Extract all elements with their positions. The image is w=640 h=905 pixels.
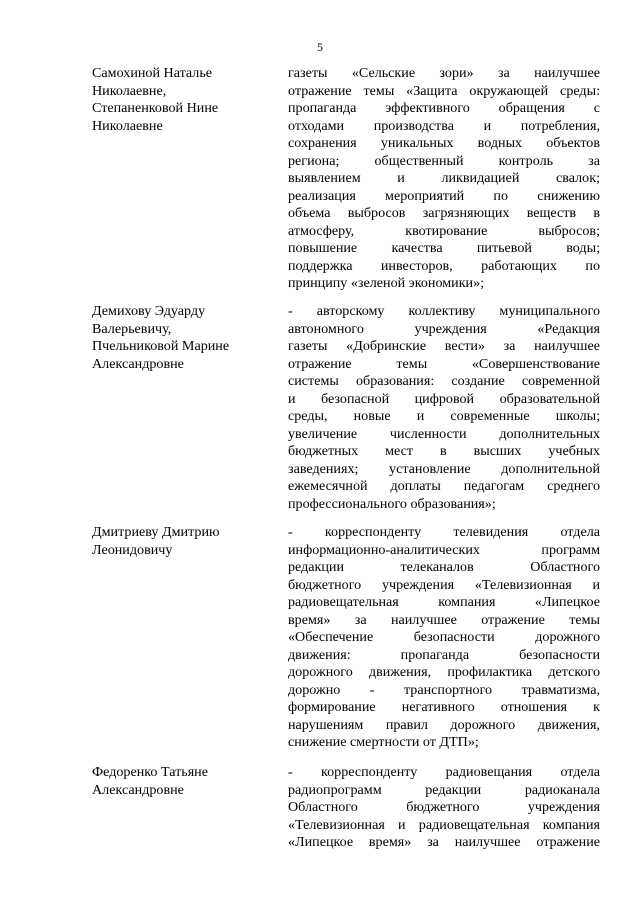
description-line: Областного бюджетного учреждения	[288, 799, 600, 815]
description-line: и безопасной цифровой образовательной	[288, 390, 600, 407]
description-line: увеличение численности дополнительных	[288, 425, 600, 442]
recipient-names	[92, 764, 262, 799]
description-line: системы образования: создание современной	[288, 373, 600, 389]
description-line: снижение смертности от ДТП»;	[288, 734, 479, 750]
recipient-name-line: Александровне	[92, 355, 184, 372]
description-line: нарушениям правил дорожного движения,	[288, 716, 600, 733]
description-line: формирование негативного отношения к	[288, 699, 600, 715]
description-line: заведениях; установление дополнительной	[288, 460, 600, 477]
recipient-name-line: Леонидовичу	[92, 541, 173, 558]
description-line: дорожного движения, профилактика детского	[288, 664, 600, 680]
description-line: объема выбросов загрязняющих веществ в	[288, 205, 600, 221]
description-line: реализация мероприятий по снижению	[288, 187, 600, 204]
page-number: 5	[317, 40, 323, 54]
recipient-names	[92, 303, 262, 373]
description-line: сохранения уникальных водных объектов	[288, 135, 600, 151]
description-line: бюджетных мест в высших учебных	[288, 443, 600, 459]
description-line: среды, новые и современные школы;	[288, 408, 600, 424]
award-description	[288, 764, 600, 852]
description-line: - корреспонденту радиовещания отдела	[288, 764, 600, 780]
description-line: отражение темы «Совершенствование	[288, 355, 600, 372]
award-description	[288, 524, 600, 752]
recipient-name-line: Федоренко Татьяне	[92, 764, 208, 780]
description-line: принципу «зеленой экономики»;	[288, 275, 485, 291]
description-line: пропаганда эффективного обращения с	[288, 100, 600, 116]
award-description	[288, 65, 600, 293]
recipient-name-line: Самохиной Наталье	[92, 65, 213, 81]
recipient-name-line: Степаненковой Нине	[92, 100, 219, 116]
description-line: поддержка инвесторов, работающих по	[288, 257, 600, 274]
description-line: «Телевизионная и радиовещательная компания	[288, 816, 600, 833]
description-line: профессионального образования»;	[288, 495, 496, 512]
description-line: радиопрограмм редакции радиоканала	[288, 781, 600, 798]
recipient-name-line: Пчельниковой Марине	[92, 338, 230, 354]
description-line: газеты «Сельские зори» за наилучшее	[288, 65, 600, 81]
description-line: движения: пропаганда безопасности	[288, 646, 600, 663]
description-line: повышение качества питьевой воды;	[288, 240, 600, 256]
description-line: «Липецкое время» за наилучшее отражение	[288, 834, 600, 850]
description-line: региона; общественный контроль за	[288, 152, 600, 169]
description-line: время» за наилучшее отражение темы	[288, 611, 600, 628]
description-line: атмосферу, квотирование выбросов;	[288, 222, 600, 239]
description-line: дорожно - транспортного травматизма,	[288, 681, 600, 698]
description-line: - корреспонденту телевидения отдела	[288, 524, 600, 540]
recipient-name-line: Николаевне	[92, 117, 163, 134]
description-line: автономного учреждения «Редакция	[288, 320, 600, 337]
recipient-names	[92, 65, 262, 135]
description-line: радиовещательная компания «Липецкое	[288, 594, 600, 610]
recipient-name-line: Николаевне,	[92, 82, 167, 99]
recipient-name-line: Валерьевичу,	[92, 320, 172, 337]
description-line: бюджетного учреждения «Телевизионная и	[288, 576, 600, 593]
recipient-name-line: Демихову Эдуарду	[92, 303, 206, 319]
description-line: - авторскому коллективу муниципального	[288, 303, 600, 319]
description-line: отражение темы «Защита окружающей среды:	[288, 82, 600, 99]
description-line: выявлением и ликвидацией свалок;	[288, 170, 600, 186]
description-line: ежемесячной доплаты педагогам среднего	[288, 478, 600, 494]
description-line: газеты «Добринские вести» за наилучшее	[288, 338, 600, 354]
recipient-name-line: Дмитриеву Дмитрию	[92, 524, 220, 540]
description-line: «Обеспечение безопасности дорожного	[288, 629, 600, 645]
award-description	[288, 303, 600, 513]
recipient-names	[92, 524, 262, 559]
recipient-name-line: Александровне	[92, 781, 184, 798]
description-line: редакции телеканалов Областного	[288, 559, 600, 575]
description-line: информационно-аналитических программ	[288, 541, 600, 558]
description-line: отходами производства и потребления,	[288, 117, 600, 134]
